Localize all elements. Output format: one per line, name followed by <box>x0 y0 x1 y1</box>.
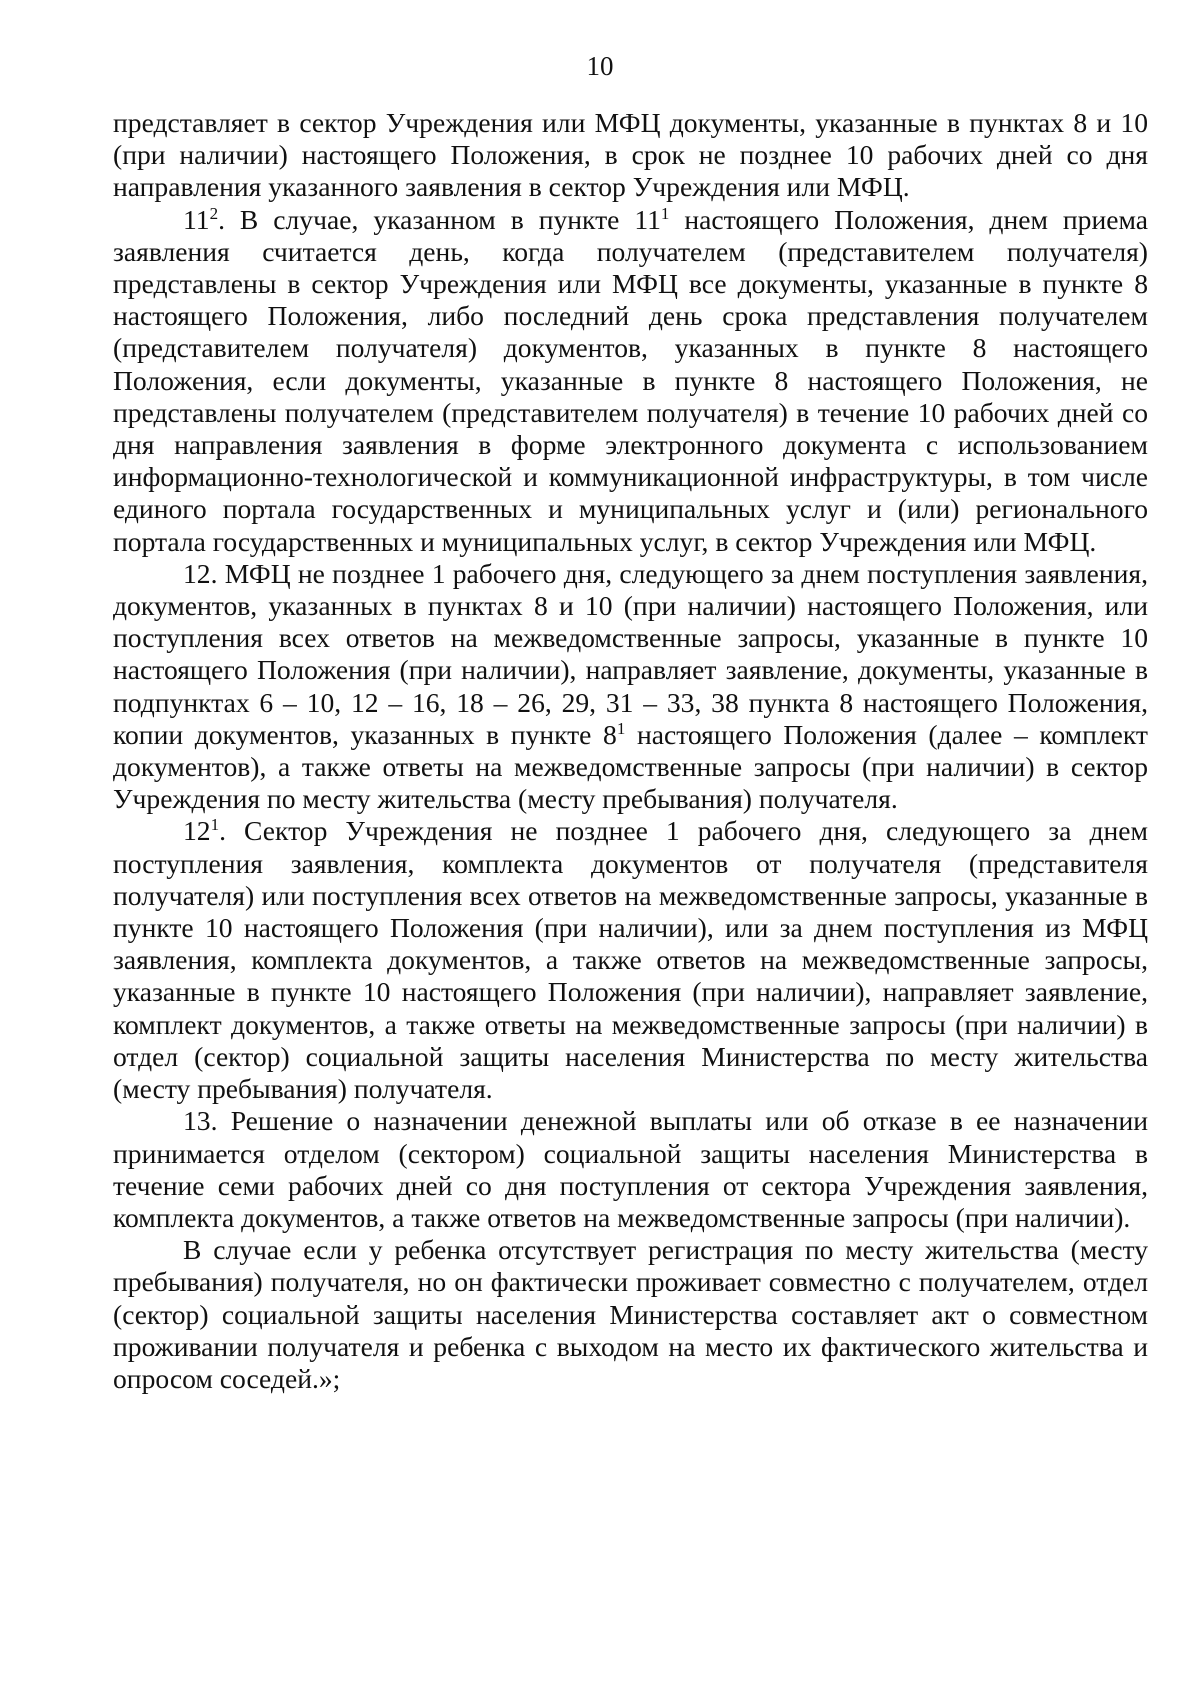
paragraph-continuation <box>113 107 1148 204</box>
item-number <box>183 204 218 235</box>
reference-superscript: 1 <box>616 718 626 738</box>
paragraph-12-1 <box>113 815 1148 1105</box>
paragraph-text: В случае если у ребенка отсутствует регистрация по месту жительства (месту пребывания) получателя, но он фактически проживает совместно с получателем, отдел (сектор) социальной защиты населения Министерства составляет акт о совместном проживании получателя и ребенка с выходом на место их фактического жительства и опросом соседей.»; <box>113 1234 1148 1394</box>
paragraph-text: представляет в сектор Учреждения или МФЦ документы, указанные в пунктах 8 и 10 (при наличии) настоящего Положения, в срок не позднее 10 рабочих дней со дня направления указанного заявления в сектор Учреждения или МФЦ. <box>113 107 1148 203</box>
reference-superscript: 1 <box>660 203 670 223</box>
paragraph-text: настоящего Положения, днем приема заявления считается день, когда получателем (представителем получателя) представлены в сектор Учреждения или МФЦ все документы, указанные в пункте 8 настоящего Положения, либо последний день срока представления получателем (представителем получателя) документов, указанных в пункте 8 настоящего Положения, если документы, указанные в пункте 8 настоящего Положения, не представлены получателем (представителем получателя) в течение 10 рабочих дней со дня направления заявления в форме электронного документа с использованием информационно-технологической и коммуникационной инфраструктуры, в том числе единого портала государственных и муниципальных услуг и (или) регионального портала государственных и муниципальных услуг, в сектор Учреждения или МФЦ. <box>113 203 1148 557</box>
item-number-base: 11 <box>183 203 210 235</box>
paragraph-13 <box>113 1105 1148 1234</box>
item-number-superscript: 1 <box>210 815 220 835</box>
paragraph-12 <box>113 558 1148 816</box>
document-body <box>113 107 1148 1395</box>
paragraph-text: 12. МФЦ не позднее 1 рабочего дня, следующего за днем поступления заявления, документов, указанных в пунктах 8 и 10 (при наличии) настоящего Положения, или поступления всех ответов на межведомственные запросы, указанные в пункте 10 настоящего Положения (при наличии), направляет заявление, документы, указанные в подпунктах 6 – 10, 12 – 16, 18 – 26, 29, 31 – 33, 38 пункта 8 настоящего Положения, копии документов, указанных в пункте 8 <box>113 557 1148 750</box>
paragraph-11-2 <box>113 204 1148 558</box>
item-number-base: 12 <box>183 815 211 847</box>
item-number <box>183 815 219 846</box>
item-number-superscript: 2 <box>209 203 219 223</box>
paragraph-13-addendum <box>113 1234 1148 1395</box>
paragraph-text: . Сектор Учреждения не позднее 1 рабочего дня, следующего за днем поступления заявления, комплекта документов от получателя (представителя получателя) или поступления всех ответов на межведомственные запросы, указанные в пункте 10 настоящего Положения (при наличии), или за днем поступления из МФЦ заявления, комплекта документов, а также ответов на межведомственные запросы, указанные в пункте 10 настоящего Положения (при наличии), направляет заявление, комплект документов, а также ответы на межведомственные запросы (при наличии) в отдел (сектор) социальной защиты населения Министерства по месту жительства (месту пребывания) получателя. <box>113 815 1148 1105</box>
paragraph-text: настоящего Положения (далее – комплект документов), а также ответы на межведомственные запросы (при наличии) в сектор Учреждения по месту жительства (месту пребывания) получателя. <box>113 718 1148 815</box>
page-number: 10 <box>586 51 614 81</box>
paragraph-text: 13. Решение о назначении денежной выплаты или об отказе в ее назначении принимается отделом (сектором) социальной защиты населения Министерства в течение семи рабочих дней со дня поступления от сектора Учреждения заявления, комплекта документов, а также ответов на межведомственные запросы (при наличии). <box>113 1105 1148 1233</box>
paragraph-text: . В случае, указанном в пункте 11 <box>218 203 661 235</box>
